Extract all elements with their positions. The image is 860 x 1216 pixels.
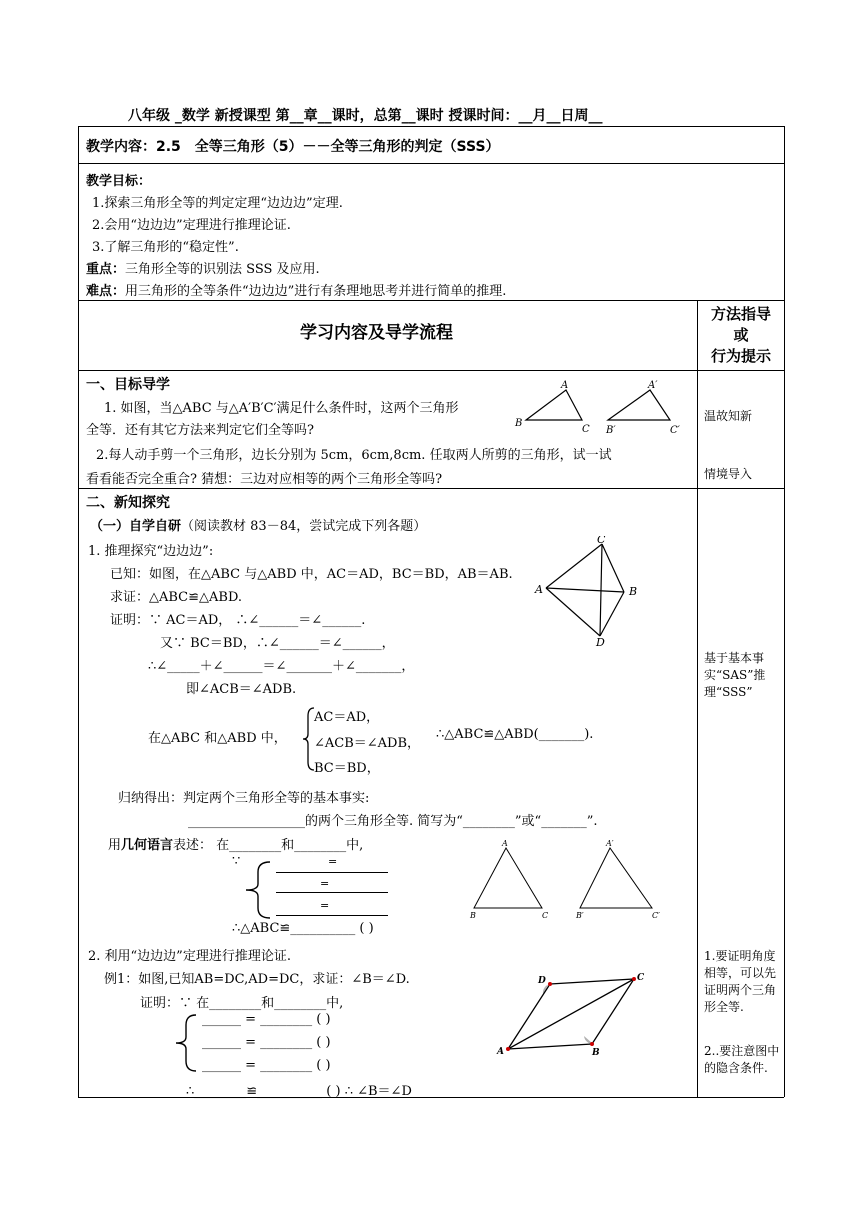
blank-line (276, 872, 388, 873)
vertex-label: A (535, 583, 543, 596)
vertex-label: B (470, 911, 476, 920)
in-triangles-text: 在△ABC 和△ABD 中， (148, 731, 287, 746)
vertex-label: C′ (652, 911, 660, 920)
vertex-label: B (592, 1048, 600, 1058)
therefore-congruent: ∴△ABC≌__________ ( ) (232, 921, 374, 936)
item-2-title: 2. 利用“边边边”定理进行推理论证. (88, 949, 291, 964)
method-header (698, 304, 784, 367)
item-1-title: 1. 推理探究“边边边”: (88, 544, 214, 559)
goal-item: 1.探索三角形全等的判定定理“边边边”定理. (92, 196, 343, 211)
method-header-line: 方法指导 (710, 305, 771, 323)
goals-heading: 教学目标： (86, 174, 152, 189)
induce-line2: __________________的两个三角形全等. 简写为“________”或“_______”. (188, 814, 598, 829)
flow-header: 学习内容及导学流程 (300, 323, 453, 343)
question-2-line2: 看看能否完全重合? 猜想：三边对应相等的两个三角形全等吗? (86, 472, 443, 487)
goal-item: 2.会用“边边边”定理进行推理论证. (92, 218, 291, 233)
hint-hidden-conditions: 2..要注意图中的隐含条件. (704, 1044, 780, 1075)
vertex-label: C′ (670, 425, 680, 436)
table-top-border (78, 126, 784, 127)
blank-line (276, 915, 388, 916)
equals-sign: = (328, 855, 338, 868)
section2-title: 二、新知探究 (86, 495, 170, 511)
vertex-label: B (629, 585, 638, 598)
example-proof-intro: 证明：∵ 在________和________中, (140, 996, 344, 1011)
question-2-line1: 2.每人动手剪一个三角形，边长分别为 5cm，6cm,8cm. 任取两人所剪的三角形，试一试 (96, 448, 612, 463)
question-1-line1: 1. 如图，当△ABC 与△A′B′C′满足什么条件时，这两个三角形 (104, 401, 459, 416)
key-text: 三角形全等的识别法 SSS 及应用. (125, 262, 320, 277)
brace-line: AC＝AD， (314, 710, 380, 725)
proof-conclusion: ∴△ABC≌△ABD(_______). (436, 727, 594, 742)
diamond-figure (532, 536, 646, 646)
vertex-label: B′ (576, 911, 584, 920)
sss-triangles-figure (466, 838, 676, 922)
vertex-label: D (538, 976, 546, 986)
proof-line: 即∠ACB＝∠ADB. (186, 682, 297, 697)
row-divider (78, 488, 784, 489)
vertex-label: A′ (606, 839, 614, 848)
hint-situation: 情境导入 (704, 467, 753, 481)
blank-line (276, 892, 388, 893)
self-study-line (90, 515, 426, 534)
vertex-label: C (542, 911, 549, 920)
self-study-note: （阅读教材 83－84，尝试完成下列各题） (181, 519, 427, 534)
column-divider (697, 300, 698, 1097)
hint-prove-angles: 1.要证明角度相等，可以先证明两个三角形全等. (704, 949, 777, 1014)
vertex-label: C (637, 973, 645, 983)
difficulty-point (86, 280, 506, 299)
proof-line: 证明：∵ AC＝AD， ∴∠______＝∠______. (110, 613, 366, 628)
method-header-line: 行为提示 (710, 347, 771, 365)
equals-sign: = (320, 899, 330, 912)
geo-prefix: 用 (108, 838, 122, 853)
hint-review: 温故知新 (704, 409, 753, 423)
triangle-abc (526, 390, 582, 420)
proof-line: 又∵ BC＝BD，∴∠______＝∠______， (160, 636, 395, 651)
vertex-label: A′ (648, 380, 658, 391)
lesson-header: 八年级 _数学 新授课型 第__章__课时，总第__课时 授课时间：__月__日周__ (128, 108, 603, 124)
question-1-line2: 全等．还有其它方法来判定它们全等吗? (86, 423, 314, 438)
known-text: 已知：如图，在△ABC 与△ABD 中，AC＝AD，BC＝BD，AB＝AB. (110, 567, 513, 582)
row-divider (78, 370, 784, 371)
vertex-label: A (497, 1047, 504, 1057)
table-bottom-border (78, 1097, 784, 1098)
difficulty-label: 难点： (86, 284, 126, 299)
key-point (86, 258, 320, 277)
example-row: ______ = ________ ( ) (202, 1058, 331, 1073)
table-right-border (784, 126, 785, 1097)
left-brace (240, 860, 274, 920)
self-study-title: （一）自学自研 (90, 519, 182, 534)
equals-sign: = (320, 877, 330, 890)
left-brace (172, 1013, 200, 1073)
brace-line: BC＝BD， (314, 761, 380, 776)
method-header-line: 或 (733, 326, 749, 344)
vertex-label: B (515, 418, 523, 429)
vertex-label: C (582, 424, 590, 435)
parallelogram-figure (494, 970, 654, 1060)
brace-line: ∠ACB＝∠ADB， (314, 736, 421, 751)
example-row: ______ = ________ ( ) (202, 1035, 331, 1050)
row-divider (78, 163, 784, 164)
goal-item: 3.了解三角形的“稳定性”. (92, 240, 239, 255)
geo-suffix: 表述： 在________和________中, (173, 838, 364, 853)
induce-line1: 归纳得出：判定两个三角形全等的基本事实: (118, 791, 370, 806)
hint-sas-to-sss: 基于基本事实“SAS”推理“SSS” (704, 651, 766, 699)
because-symbol: ∵ (232, 854, 241, 869)
difficulty-text: 用三角形的全等条件“边边边”进行有条理地思考并进行简单的推理. (125, 284, 507, 299)
vertex-label: D (596, 636, 605, 646)
key-label: 重点： (86, 262, 126, 277)
geometry-language-line (108, 834, 363, 853)
geo-bold: 几何语言 (121, 838, 174, 853)
vertex-label: A (561, 380, 569, 391)
congruent-triangles-figure (510, 378, 690, 440)
proof-line: ∴∠_____＋∠______＝∠_______＋∠_______， (148, 659, 415, 674)
triangle-abc-prime (608, 390, 670, 420)
example-conclusion: ∴________≌__________ ( ) ∴ ∠B＝∠D (186, 1084, 412, 1099)
vertex-label: A (502, 839, 508, 848)
section1-title: 一、目标导学 (86, 377, 170, 393)
example-1: 例1：如图,已知AB=DC,AD=DC，求证：∠B＝∠D. (104, 972, 410, 987)
content-title: 教学内容：2.5 全等三角形（5）－－全等三角形的判定（SSS） (86, 139, 500, 155)
vertex-label: C (597, 536, 606, 546)
vertex-label: B′ (606, 425, 616, 436)
example-row: ______ = ________ ( ) (202, 1012, 331, 1027)
table-left-border (78, 126, 79, 1097)
prove-text: 求证：△ABC≌△ABD. (110, 590, 243, 605)
row-divider (78, 300, 784, 301)
